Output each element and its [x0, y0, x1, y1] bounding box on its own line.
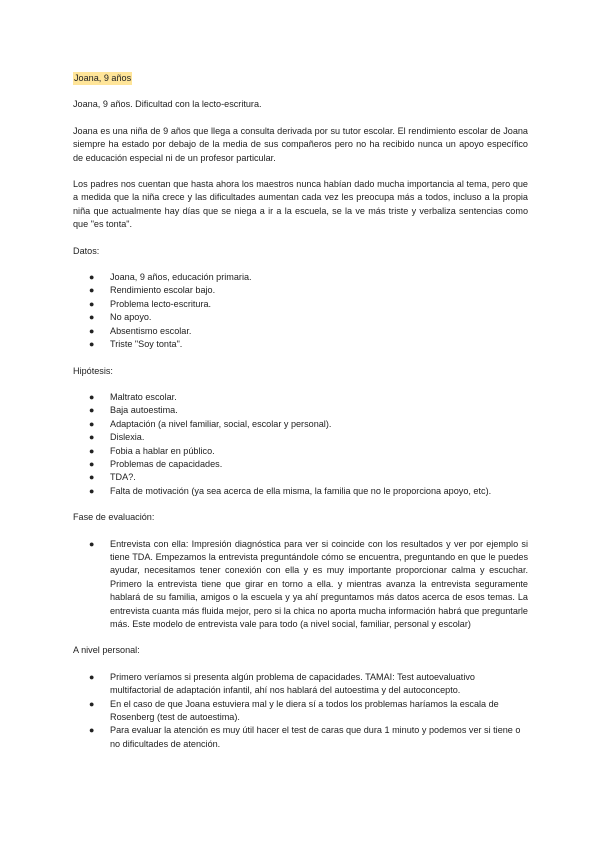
list-item-text: Joana, 9 años, educación primaria. — [110, 272, 252, 283]
bullet-icon: ● — [89, 391, 95, 402]
list-item — [73, 271, 528, 284]
list-item — [73, 298, 528, 311]
bullet-icon: ● — [89, 725, 95, 736]
datos-list — [73, 271, 528, 351]
datos-heading: Datos: — [73, 245, 100, 256]
list-item-text: Problemas de capacidades. — [110, 458, 223, 469]
list-item-text: Falta de motivación (ya sea acerca de ella misma, la familia que no le proporciona apoyo, etc). — [110, 485, 492, 496]
bullet-icon: ● — [89, 538, 95, 549]
personal-heading: A nivel personal: — [73, 645, 140, 656]
personal-list — [73, 671, 528, 751]
bullet-icon: ● — [89, 432, 95, 443]
list-item-text: Maltrato escolar. — [110, 391, 177, 402]
bullet-icon: ● — [89, 339, 95, 350]
bullet-icon: ● — [89, 285, 95, 296]
list-item — [73, 485, 528, 498]
list-item — [73, 698, 528, 725]
evaluacion-list — [73, 538, 528, 632]
bullet-icon: ● — [89, 485, 95, 496]
bullet-icon: ● — [89, 445, 95, 456]
intro-paragraph-2: Los padres nos cuentan que hasta ahora los maestros nunca habían dado mucha importancia al tema, pero que a medida que la niña crece y las dificultades aumentan cada vez les preocupa más a todos, incluso a la propia niña que actualmente hay días que se niega a ir a la escuela, se la ve más triste y verbaliza sentencias como que "es tonta". — [73, 179, 528, 230]
hipotesis-heading: Hipótesis: — [73, 365, 113, 376]
list-item — [73, 445, 528, 458]
list-item — [73, 671, 528, 698]
list-item — [73, 418, 528, 431]
bullet-icon: ● — [89, 325, 95, 336]
list-item-text: Adaptación (a nivel familiar, social, escolar y personal). — [110, 418, 332, 429]
bullet-icon: ● — [89, 312, 95, 323]
list-item — [73, 391, 528, 404]
list-item — [73, 284, 528, 297]
list-item-text: Problema lecto-escritura. — [110, 298, 212, 309]
list-item — [73, 431, 528, 444]
list-item-text: TDA?. — [110, 472, 136, 483]
list-item-text: Dislexia. — [110, 432, 145, 443]
list-item-text: Rendimiento escolar bajo. — [110, 285, 216, 296]
list-item-text: Absentismo escolar. — [110, 325, 192, 336]
document-body — [73, 72, 528, 764]
bullet-icon: ● — [89, 298, 95, 309]
list-item-text: Fobia a hablar en público. — [110, 445, 215, 456]
list-item — [73, 538, 528, 632]
list-item-text: Entrevista con ella: Impresión diagnóstica para ver si coincide con los resultados y ver por ejemplo si tiene TDA. Empezamos la entrevista preguntándole cómo se encuentra, preguntando en que le puedes ayudar, necesitamos tener conexión con ella y es muy importante proporcionar calma y escuchar. Primero la entrevista tiene que girar en torno a ella. y mientras avanza la entrevista seguramente hablará de su familia, amigos o la escuela y ya ahí preguntamos más datos acerca de esos temas. La entrevista cuanta más fluida mejor, pero si la chica no aporta mucha información habrá que preguntarle más. Este modelo de entrevista vale para todo (a nivel social, familiar, personal y escolar) — [110, 538, 528, 629]
list-item-text: Primero veríamos si presenta algún problema de capacidades. TAMAI: Test autoevaluativo multifactorial de adaptación infantil, ahí nos hablará del autoestima y del autoconcepto. — [110, 671, 475, 696]
evaluacion-heading: Fase de evaluación: — [73, 512, 155, 523]
bullet-icon: ● — [89, 698, 95, 709]
case-subtitle: Joana, 9 años. Dificultad con la lecto-escritura. — [73, 99, 262, 110]
list-item — [73, 325, 528, 338]
list-item — [73, 724, 528, 751]
bullet-icon: ● — [89, 671, 95, 682]
list-item — [73, 471, 528, 484]
list-item-text: Para evaluar la atención es muy útil hacer el test de caras que dura 1 minuto y podemos ver si tiene o no dificultades de atención. — [110, 725, 521, 749]
bullet-icon: ● — [89, 272, 95, 283]
list-item-text: En el caso de que Joana estuviera mal y le diera sí a todos los problemas haríamos la escala de Rosenberg (test de autoestima). — [110, 698, 499, 723]
hipotesis-list — [73, 391, 528, 498]
bullet-icon: ● — [89, 418, 95, 429]
list-item — [73, 338, 528, 351]
bullet-icon: ● — [89, 458, 95, 469]
list-item-text: No apoyo. — [110, 312, 152, 323]
list-item — [73, 404, 528, 417]
bullet-icon: ● — [89, 405, 95, 416]
list-item-text: Baja autoestima. — [110, 405, 178, 416]
bullet-icon: ● — [89, 472, 95, 483]
list-item — [73, 311, 528, 324]
list-item-text: Triste "Soy tonta". — [110, 339, 183, 350]
document-title: Joana, 9 años — [73, 72, 132, 85]
list-item — [73, 458, 528, 471]
intro-paragraph-1: Joana es una niña de 9 años que llega a consulta derivada por su tutor escolar. El rendimiento escolar de Joana siempre ha estado por debajo de la media de sus compañeros pero no ha recibido nunca un apoyo específico de educación especial ni de un profesor particular. — [73, 125, 528, 163]
